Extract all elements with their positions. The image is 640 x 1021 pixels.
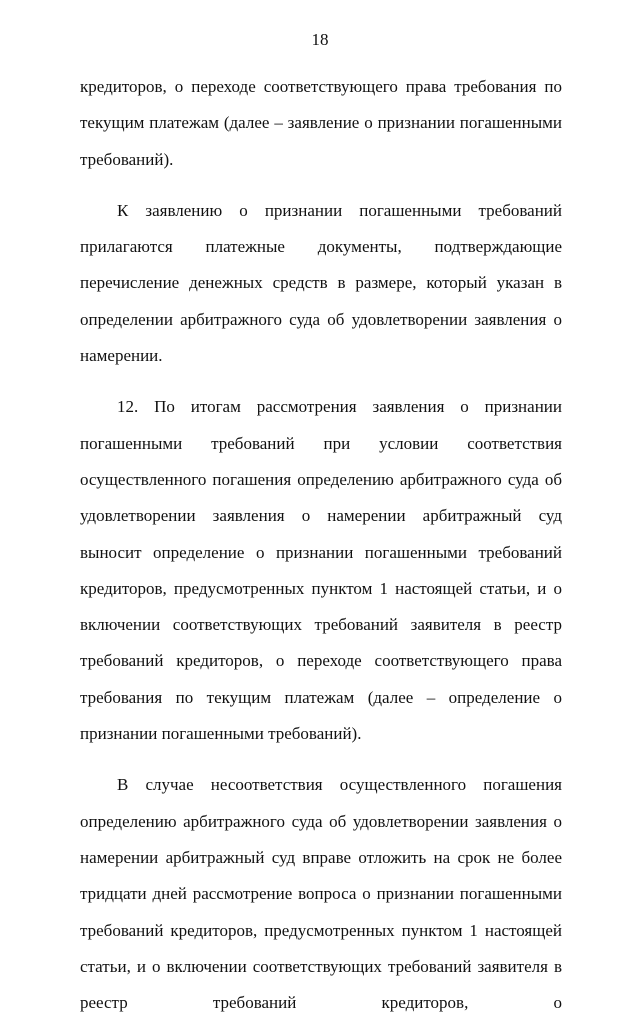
- paragraph-attachments: К заявлению о признании погашенными требований прилагаются платежные документы, подтверждающие перечисление денежных средств в размере, который указан в определении арбитражного суда об удовлетворении заявления о намерении.: [80, 200, 562, 366]
- paragraph-mismatch: В случае несоответствия осуществленного погашения определению арбитражного суда об удовлетворении заявления о намерении арбитражный суд вправе отложить на срок не более тридцати дней рассмотрение вопроса о признании погашенными требований кредиторов, предусмотренных пунктом 1 настоящей статьи, и о включении соответствующих требований заявителя в реестр требований кредиторов, о: [80, 775, 562, 1013]
- paragraph-continuation: кредиторов, о переходе соответствующего права требования по текущим платежам (далее – заявление о признании погашенными требований).: [80, 77, 562, 169]
- body-text: [80, 69, 562, 1021]
- paragraph-item-12: 12. По итогам рассмотрения заявления о признании погашенными требований при условии соответствия осуществленного погашения определению арбитражного суда об удовлетворении заявления о намерении арбитражный суд выносит определение о признании погашенными требований кредиторов, предусмотренных пунктом 1 настоящей статьи, и о включении соответствующих требований заявителя в реестр требований кредиторов, о переходе соответствующего права требования по текущим платежам (далее – определение о признании погашенными требований).: [80, 397, 562, 744]
- page-number: 18: [311, 30, 329, 49]
